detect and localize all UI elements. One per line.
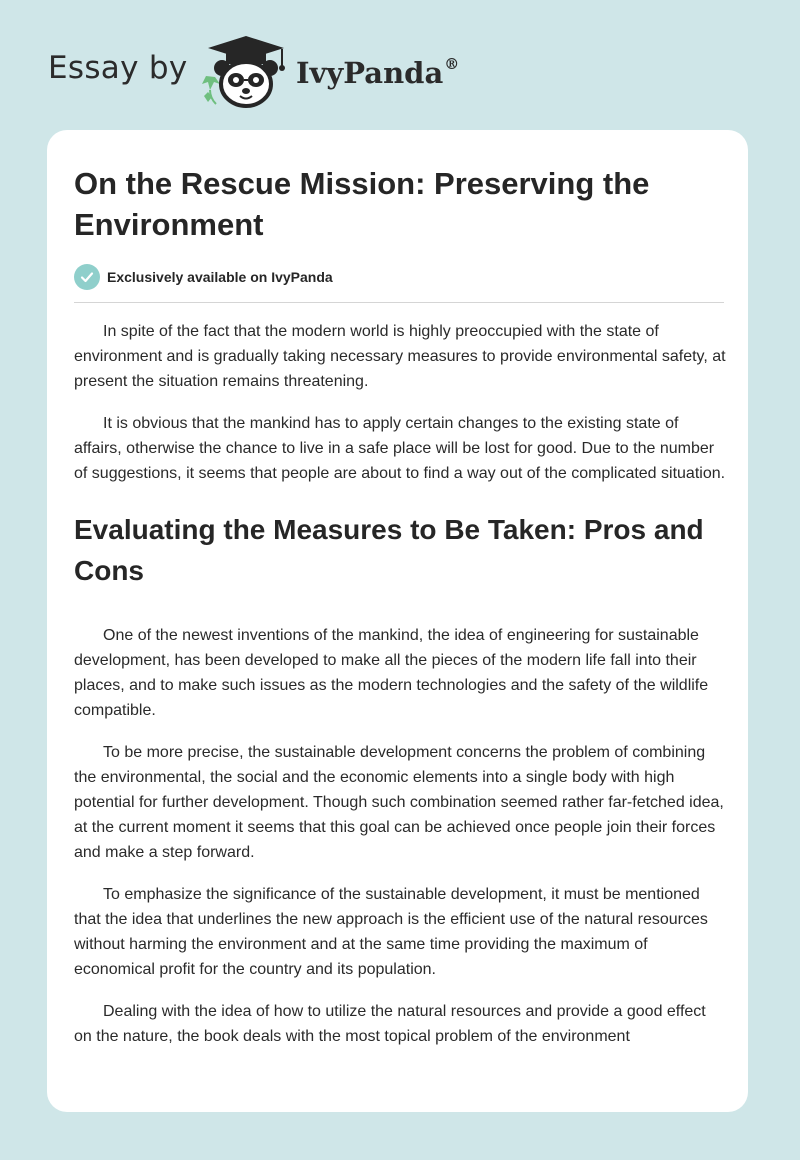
essay-by-label: Essay by bbox=[48, 50, 188, 86]
brand-name[interactable] bbox=[296, 55, 459, 90]
section-heading: Evaluating the Measures to Be Taken: Pros and Cons bbox=[74, 514, 704, 586]
essay-card bbox=[47, 130, 748, 1112]
paragraph: One of the newest inventions of the mankind, the idea of engineering for sustainable development, has been developed to make all the pieces of the modern life fall into their places, and to make such issues as the modern technologies and the safety of the wildlife compatible. bbox=[74, 627, 709, 719]
exclusive-badge-text: Exclusively available on IvyPanda bbox=[107, 269, 333, 285]
page-title: On the Rescue Mission: Preserving the Environment bbox=[74, 166, 650, 242]
exclusive-badge bbox=[74, 263, 333, 291]
ivypanda-logo-icon[interactable] bbox=[200, 34, 292, 110]
divider bbox=[74, 302, 724, 303]
site-header bbox=[0, 0, 800, 125]
registered-mark: ® bbox=[444, 55, 460, 73]
paragraph: It is obvious that the mankind has to apply certain changes to the existing state of affairs, otherwise the chance to live in a safe place will be lost for good. Due to the number of suggestions, it seems that people are about to find a way out of the complicated situation. bbox=[74, 415, 726, 482]
paragraph: To be more precise, the sustainable development concerns the problem of combining the environmental, the social and the economic elements into a single body with high potential for further development. Though such combination seemed rather far-fetched idea, at the current moment it seems that this goal can be achieved once people join their forces and make a step forward. bbox=[74, 744, 724, 861]
checkmark-icon bbox=[74, 264, 100, 290]
paragraph: To emphasize the significance of the sustainable development, it must be mentioned that the idea that underlines the new approach is the efficient use of the natural resources without harming the environment and at the same time providing the maximum of economical profit for the country and its population. bbox=[74, 886, 708, 978]
paragraph: Dealing with the idea of how to utilize the natural resources and provide a good effect on the nature, the book deals with the most topical problem of the environment bbox=[74, 1003, 706, 1045]
paragraph: In spite of the fact that the modern world is highly preoccupied with the state of environment and is gradually taking necessary measures to provide environmental safety, at present the situation remains threatening. bbox=[74, 323, 726, 390]
essay-body bbox=[74, 319, 726, 1066]
brand-name-text: IvyPanda bbox=[296, 56, 444, 90]
